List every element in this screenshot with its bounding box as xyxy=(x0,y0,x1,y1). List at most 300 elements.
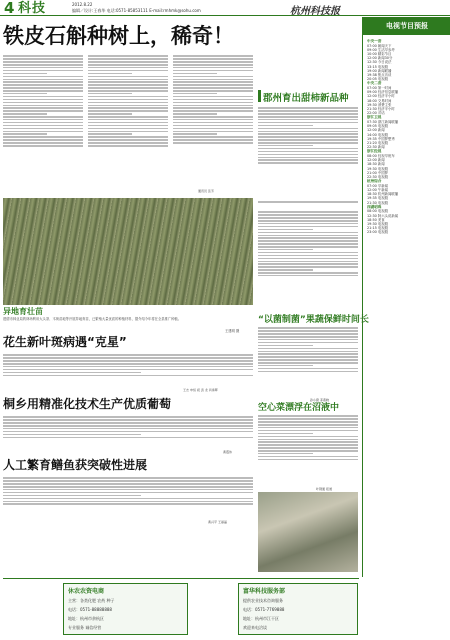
tv-schedule-sidebar xyxy=(362,17,450,577)
text-line xyxy=(258,356,358,358)
text-line xyxy=(88,119,168,121)
text-line xyxy=(258,249,313,251)
sidebar-schedule-item: 09:05 电视剧 xyxy=(367,124,389,129)
text-line xyxy=(3,136,83,138)
ad-band xyxy=(3,578,359,636)
text-line xyxy=(258,139,358,141)
text-line xyxy=(173,133,217,135)
text-line xyxy=(3,87,83,89)
sidebar-schedule-item: 12:00 午新闻 xyxy=(367,188,389,193)
text-line xyxy=(173,128,253,130)
text-line xyxy=(88,116,168,118)
text-line xyxy=(258,148,358,150)
text-line xyxy=(88,58,168,60)
sidebar-schedule-item: 19:35 电视剧 xyxy=(367,196,389,201)
sidebar-schedule-item: 18:50 美食 xyxy=(367,217,385,222)
text-line xyxy=(173,102,253,104)
text-line xyxy=(258,214,358,216)
sidebar-schedule-item: 12:30 今日说法 xyxy=(367,60,392,65)
text-line xyxy=(3,434,141,436)
text-line xyxy=(3,119,83,121)
lead-col-3 xyxy=(173,54,253,189)
text-line xyxy=(3,102,83,104)
peanut-headline: 花生新叶斑病遇“克星” xyxy=(3,335,127,349)
water-spinach-headline: 空心菜漂浮在沼液中 xyxy=(258,403,340,413)
text-line xyxy=(173,76,253,78)
text-line xyxy=(258,459,358,461)
persimmon-headline: 郡州育出甜柿新品种 xyxy=(263,93,349,104)
text-line xyxy=(3,90,83,92)
text-line xyxy=(258,240,358,242)
sidebar-schedule-item: 19:30 消费主张 xyxy=(367,102,392,107)
text-line xyxy=(3,369,253,371)
text-line xyxy=(258,427,358,429)
photo1-credit: 王建明 摄 xyxy=(225,329,240,333)
ad-line: 电话：0571-88888888 xyxy=(68,607,112,612)
sidebar-schedule-item: 19:00 新闻联播 xyxy=(367,68,392,73)
sidebar-schedule-item: 19:30 电视剧 xyxy=(367,222,389,227)
text-line xyxy=(258,116,358,118)
text-line xyxy=(3,477,253,479)
sidebar-schedule-item: 08:00 电视剧 xyxy=(367,209,389,214)
text-line xyxy=(258,339,358,341)
text-line xyxy=(3,431,253,433)
text-line xyxy=(173,110,253,112)
text-line xyxy=(3,76,83,78)
eel-headline: 人工繁育鳝鱼获突破性进展 xyxy=(3,458,148,472)
text-line xyxy=(88,87,168,89)
sidebar-section-heading: 中央二套 xyxy=(367,81,382,86)
text-line xyxy=(88,131,168,133)
text-line xyxy=(258,157,358,159)
sidebar-title xyxy=(363,17,450,35)
text-line xyxy=(173,99,253,101)
text-line xyxy=(3,142,83,144)
text-line xyxy=(3,480,253,482)
text-line xyxy=(3,489,253,491)
sidebar-section-heading: 杭州综合 xyxy=(367,179,382,184)
water-spinach-author: 叶钢通 报道 xyxy=(316,487,332,491)
text-line xyxy=(173,55,253,57)
sidebar-schedule-item: 07:00 早新闻 xyxy=(367,183,389,188)
seedling-field-photo xyxy=(3,198,253,305)
text-line xyxy=(88,93,132,95)
text-line xyxy=(258,418,358,420)
text-line xyxy=(258,336,358,338)
sidebar-schedule-item: 14:00 电视剧 xyxy=(367,132,389,137)
text-line xyxy=(3,492,253,494)
lead-author: 通讯员 张芳 xyxy=(198,189,214,193)
text-line xyxy=(88,67,168,69)
text-line xyxy=(258,333,358,335)
water-spinach-body xyxy=(258,414,358,484)
text-line xyxy=(258,201,358,203)
sidebar-schedule-item: 12:00 新闻30分 xyxy=(367,56,393,61)
photo1-caption xyxy=(3,306,253,334)
text-line xyxy=(173,93,217,95)
text-line xyxy=(3,67,83,69)
grape-author: 黄震伟 xyxy=(223,450,233,454)
text-line xyxy=(3,139,83,141)
text-line xyxy=(88,122,168,124)
text-line xyxy=(258,362,358,364)
sidebar-schedule-item: 21:20 电视剧 xyxy=(367,141,389,146)
lead-article-body xyxy=(3,54,255,194)
text-line xyxy=(258,275,358,277)
sidebar-schedule-item: 21:00 中国梦 xyxy=(367,170,389,175)
text-line xyxy=(88,61,168,63)
text-line xyxy=(88,125,168,127)
text-line xyxy=(258,272,358,274)
text-line xyxy=(3,116,83,118)
page-header xyxy=(0,0,450,16)
photo1-caption-title: 异地育壮苗 xyxy=(3,307,43,316)
text-line xyxy=(88,76,168,78)
grape-headline: 桐乡用精准化技术生产优质葡萄 xyxy=(3,397,172,411)
text-line xyxy=(173,96,253,98)
persimmon-rule xyxy=(258,90,261,102)
peanut-article xyxy=(3,335,253,395)
masthead-logo: 杭州科技报 xyxy=(290,6,340,17)
lead-col-2 xyxy=(88,54,168,194)
text-line xyxy=(3,110,83,112)
text-line xyxy=(258,353,358,355)
text-line xyxy=(88,90,168,92)
text-line xyxy=(258,133,358,135)
text-line xyxy=(88,84,168,86)
text-line xyxy=(3,84,83,86)
text-line xyxy=(3,133,47,135)
text-line xyxy=(173,90,253,92)
text-line xyxy=(258,258,358,260)
text-line xyxy=(173,79,253,81)
sidebar-schedule-item: 21:30 电视剧 xyxy=(367,200,389,205)
text-line xyxy=(3,55,83,57)
text-line xyxy=(88,81,168,83)
text-line xyxy=(258,119,358,121)
fungus-body xyxy=(258,326,358,396)
text-line xyxy=(3,93,47,95)
text-line xyxy=(258,226,358,228)
issue-date: 2012.8.22 xyxy=(72,2,93,7)
text-line xyxy=(258,162,358,164)
sidebar-schedule-item: 12:30 阿六头说新闻 xyxy=(367,213,399,218)
peanut-body xyxy=(3,353,253,389)
text-line xyxy=(173,84,253,86)
text-line xyxy=(258,345,313,347)
text-line xyxy=(258,107,358,109)
text-line xyxy=(88,96,168,98)
sidebar-schedule-item: 09:00 经济信息联播 xyxy=(367,90,399,95)
text-line xyxy=(258,243,358,245)
sidebar-schedule-item: 07:00 朝闻天下 xyxy=(367,43,392,48)
text-line xyxy=(258,436,358,438)
text-line xyxy=(258,229,313,231)
text-line xyxy=(173,67,253,69)
text-line xyxy=(258,269,313,271)
lead-col-1 xyxy=(3,54,83,194)
ad-right[interactable] xyxy=(238,583,358,635)
text-line xyxy=(88,99,168,101)
editor-line: 编辑／设计:王春华 电话:0571-85853111 E-mail:rmhmk@sohu.com xyxy=(72,8,201,13)
text-line xyxy=(88,110,168,112)
sidebar-schedule-item: 22:30 新闻 xyxy=(367,145,385,150)
text-line xyxy=(258,453,313,455)
sidebar-schedule-item: 08:00 经视早班车 xyxy=(367,154,395,159)
text-line xyxy=(173,119,253,121)
sidebar-schedule-item: 21:15 电视剧 xyxy=(367,226,389,231)
section-name: 科技 xyxy=(18,1,47,16)
text-line xyxy=(3,372,141,374)
text-line xyxy=(3,422,253,424)
text-line xyxy=(258,441,358,443)
text-line xyxy=(3,486,253,488)
ad-line: 地址：杭州市江干区 xyxy=(243,616,279,621)
text-line xyxy=(3,107,83,109)
eel-body xyxy=(3,476,253,520)
text-line xyxy=(3,105,83,107)
text-line xyxy=(258,342,358,344)
text-line xyxy=(3,419,253,421)
text-line xyxy=(3,131,83,133)
grape-body xyxy=(3,415,253,451)
text-line xyxy=(88,136,168,138)
text-line xyxy=(3,416,253,418)
sidebar-schedule-item: 12:00 新闻 xyxy=(367,128,385,133)
text-line xyxy=(258,122,358,124)
sidebar-schedule-item: 22:30 电视剧 xyxy=(367,175,389,180)
text-line xyxy=(3,360,253,362)
text-line xyxy=(88,145,168,147)
text-line xyxy=(173,122,253,124)
text-line xyxy=(3,495,141,497)
text-line xyxy=(88,139,168,141)
sidebar-schedule-item: 07:00 第一时间 xyxy=(367,86,392,91)
sidebar-listing xyxy=(367,39,449,573)
page-number: 4 xyxy=(4,0,15,17)
sidebar-schedule-item: 18:30 杭州新闻联播 xyxy=(367,192,399,197)
text-line xyxy=(88,64,168,66)
text-line xyxy=(258,145,313,147)
text-line xyxy=(173,61,253,63)
text-line xyxy=(258,151,358,153)
sidebar-section-heading: 浙江经视 xyxy=(367,149,382,154)
text-line xyxy=(88,107,168,109)
text-line xyxy=(258,223,358,225)
text-line xyxy=(258,359,358,361)
text-line xyxy=(258,430,358,432)
text-line xyxy=(173,113,217,115)
text-line xyxy=(258,125,313,127)
text-line xyxy=(258,237,358,239)
peanut-author: 王志 申恒 祝 袁 龙 肖承辉 xyxy=(183,388,218,392)
ad-right-lines xyxy=(243,596,355,632)
water-spinach-article xyxy=(258,400,358,500)
text-line xyxy=(3,354,253,356)
text-line xyxy=(88,128,168,130)
text-line xyxy=(88,113,132,115)
text-line xyxy=(3,58,83,60)
text-line xyxy=(258,235,358,237)
text-line xyxy=(3,61,83,63)
sidebar-schedule-item: 12:00 经济半小时 xyxy=(367,94,395,99)
text-line xyxy=(258,217,358,219)
text-line xyxy=(258,327,358,329)
sidebar-schedule-item: 18:30 新闻 xyxy=(367,162,385,167)
text-line xyxy=(3,122,83,124)
text-line xyxy=(258,211,358,213)
sidebar-schedule-item: 19:30 电视剧 xyxy=(367,166,389,171)
sidebar-schedule-item: 18:00 交易时间 xyxy=(367,98,392,103)
text-line xyxy=(3,363,253,365)
text-line xyxy=(258,220,358,222)
eel-article xyxy=(3,458,253,526)
ad-line: 专业服务 诚信经营 xyxy=(68,625,102,630)
text-line xyxy=(258,433,313,435)
fungus-article xyxy=(258,312,369,412)
ad-line: 主营：各类化肥 农药 种子 xyxy=(68,598,115,603)
sidebar-section-heading: 西湖明珠 xyxy=(367,204,382,209)
text-line xyxy=(173,131,253,133)
text-line xyxy=(258,330,358,332)
text-line xyxy=(258,252,358,254)
text-line xyxy=(258,266,358,268)
text-line xyxy=(173,136,253,138)
text-line xyxy=(3,73,47,75)
text-line xyxy=(258,439,358,441)
fungus-headline: “以菌制菌”果蔬保鲜时间长 xyxy=(258,315,369,325)
text-line xyxy=(3,96,83,98)
text-line xyxy=(173,139,253,141)
sidebar-schedule-item: 19:38 焦点访谈 xyxy=(367,73,392,78)
persimmon-body xyxy=(258,106,358,196)
text-line xyxy=(258,456,358,458)
text-line xyxy=(258,261,358,263)
text-line xyxy=(258,351,358,353)
text-line xyxy=(3,375,253,377)
text-line xyxy=(3,70,83,72)
text-line xyxy=(258,444,358,446)
text-line xyxy=(88,55,168,57)
text-line xyxy=(258,136,358,138)
eel-author: 黄兴平 王丽晶 xyxy=(208,520,227,524)
ad-line: 欢迎来电洽谈 xyxy=(243,625,267,630)
text-line xyxy=(3,113,47,115)
photo1-caption-text: 建德市林业局的林场利用大头茶、木荷苗地等开展异地育苗，已繁殖大量优质的种植材料，据介绍今年将在全县推广种植。 xyxy=(3,317,182,321)
text-line xyxy=(3,483,253,485)
text-line xyxy=(258,415,358,417)
text-line xyxy=(88,133,132,135)
ad-line: 提供农业技术咨询服务 xyxy=(243,598,283,603)
text-line xyxy=(173,105,253,107)
text-line xyxy=(3,128,83,130)
text-line xyxy=(258,421,358,423)
text-line xyxy=(3,428,253,430)
text-line xyxy=(173,58,253,60)
text-line xyxy=(258,232,358,234)
text-line xyxy=(173,142,253,144)
text-line xyxy=(258,113,358,115)
text-line xyxy=(3,503,253,505)
text-line xyxy=(173,107,253,109)
sidebar-section-heading: 浙江卫视 xyxy=(367,115,382,120)
text-line xyxy=(173,87,253,89)
text-line xyxy=(3,437,253,439)
text-line xyxy=(173,125,253,127)
ad-left-lines xyxy=(68,596,185,632)
sidebar-schedule-item: 13:15 电视剧 xyxy=(367,64,389,69)
text-line xyxy=(258,424,358,426)
text-line xyxy=(3,425,253,427)
text-line xyxy=(258,450,358,452)
lead-headline: 铁皮石斛种树上，稀奇！ xyxy=(3,24,234,48)
text-line xyxy=(88,142,168,144)
text-line xyxy=(3,64,83,66)
fungus-author: 孙小蔚 茅燕晓 xyxy=(310,398,329,402)
text-line xyxy=(88,79,168,81)
text-line xyxy=(258,131,358,133)
ad-right-title: 富华科技服务部 xyxy=(243,588,286,595)
text-line xyxy=(3,81,83,83)
sidebar-schedule-item: 07:30 浙江新闻联播 xyxy=(367,120,399,125)
text-line xyxy=(258,348,358,350)
grape-article xyxy=(3,397,253,457)
text-line xyxy=(173,70,253,72)
sidebar-schedule-item: 19:35 中国梦想秀 xyxy=(367,136,395,141)
ad-line: 电话：0571-7769888 xyxy=(243,607,285,612)
text-line xyxy=(3,145,83,147)
text-line xyxy=(88,70,168,72)
text-line xyxy=(88,73,132,75)
text-line xyxy=(258,255,358,257)
text-line xyxy=(173,64,253,66)
text-line xyxy=(3,125,83,127)
sidebar-schedule-item: 12:00 新闻 xyxy=(367,158,385,163)
text-line xyxy=(173,73,217,75)
ad-line: 地址：杭州市余杭区 xyxy=(68,616,104,621)
text-line xyxy=(258,447,358,449)
sidebar-schedule-item: 10:00 精彩节目 xyxy=(367,52,392,56)
text-line xyxy=(258,368,358,370)
text-line xyxy=(3,498,253,500)
ad-left-title: 休农农资电商 xyxy=(68,588,105,595)
sidebar-schedule-item: 23:00 电视剧 xyxy=(367,230,389,235)
sidebar-schedule-item: 22:00 对话 xyxy=(367,111,385,116)
text-line xyxy=(258,371,358,373)
text-line xyxy=(88,102,168,104)
text-line xyxy=(258,110,358,112)
text-line xyxy=(258,128,358,130)
text-line xyxy=(258,154,358,156)
sidebar-schedule-item: 09:00 生活早参考 xyxy=(367,47,395,52)
persimmon-article xyxy=(258,90,358,200)
text-line xyxy=(258,159,358,161)
sidebar-schedule-item: 21:30 经济半小时 xyxy=(367,107,395,112)
text-line xyxy=(3,501,253,503)
persimmon-body-column xyxy=(258,200,358,208)
ad-left[interactable] xyxy=(63,583,188,635)
text-line xyxy=(258,246,358,248)
text-line xyxy=(88,105,168,107)
text-line xyxy=(173,81,253,83)
text-line xyxy=(258,263,358,265)
sidebar-title-text: 电视节目预报 xyxy=(386,22,428,30)
text-line xyxy=(173,116,253,118)
text-line xyxy=(3,366,253,368)
persimmon-body-continued xyxy=(258,210,358,310)
text-line xyxy=(3,79,83,81)
text-line xyxy=(3,357,253,359)
